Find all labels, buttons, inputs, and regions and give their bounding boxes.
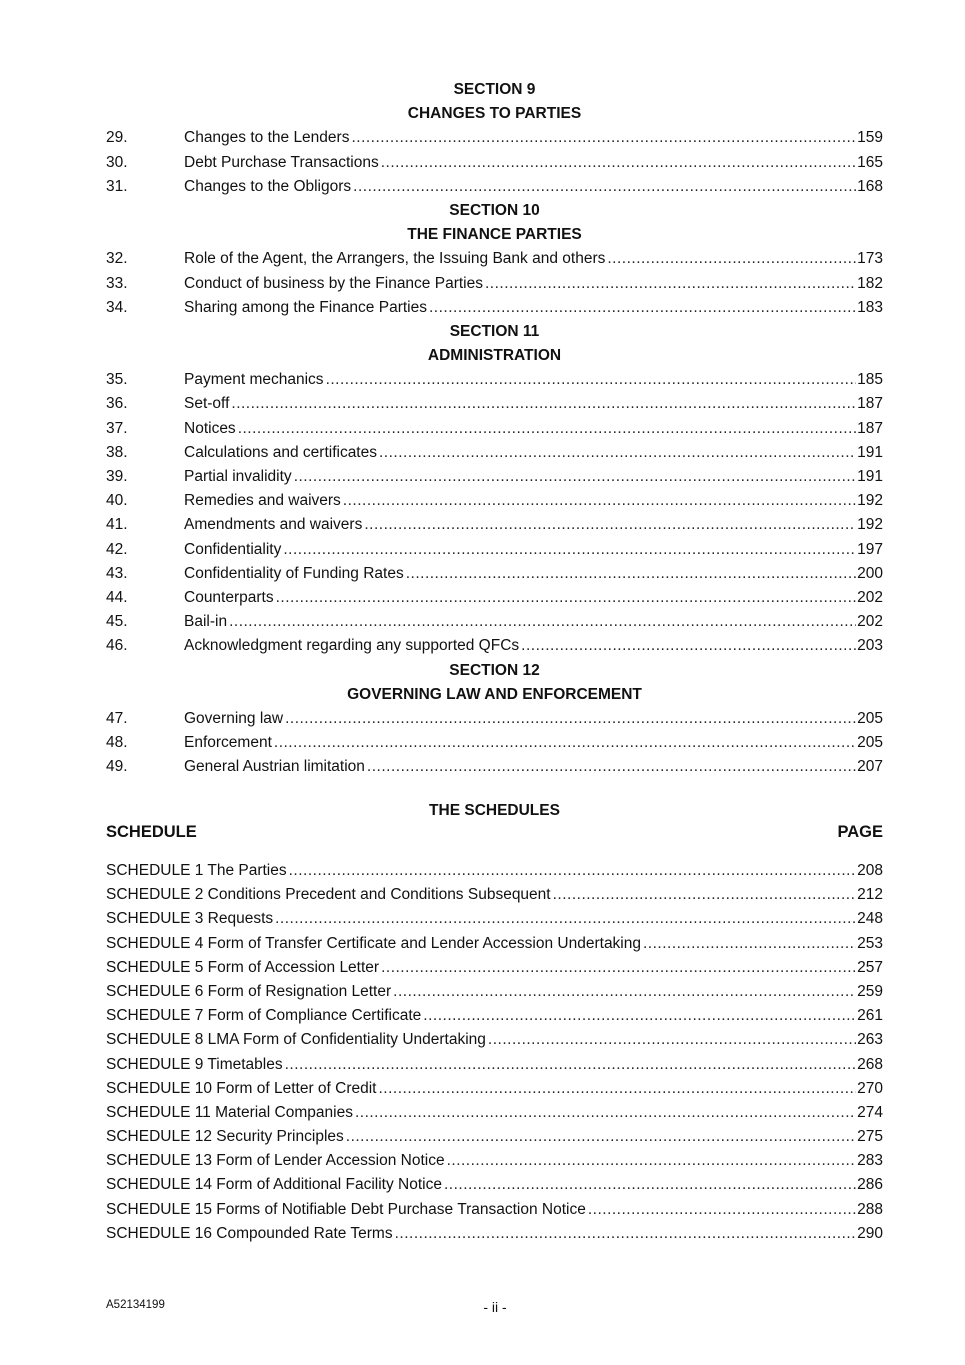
dot-leader xyxy=(343,489,856,513)
schedule-entry[interactable] xyxy=(106,980,883,1004)
clause-number: 42. xyxy=(106,540,128,558)
clause-number: 32. xyxy=(106,250,128,268)
dot-leader xyxy=(444,1173,856,1197)
dot-leader xyxy=(381,956,856,980)
schedule-page: 212 xyxy=(857,886,883,904)
clause-title: Confidentiality xyxy=(184,540,282,558)
toc-entry[interactable] xyxy=(106,247,883,271)
clause-page: 168 xyxy=(857,177,883,195)
clause-page: 182 xyxy=(857,274,883,292)
toc-entry[interactable] xyxy=(106,489,883,513)
schedule-title: SCHEDULE 15 Forms of Notifiable Debt Purchase Transaction Notice xyxy=(106,1200,586,1218)
toc-entry[interactable] xyxy=(106,151,883,175)
toc-entry[interactable] xyxy=(106,586,883,610)
schedule-entry[interactable] xyxy=(106,1222,883,1246)
toc-entry[interactable] xyxy=(106,755,883,779)
toc-entry[interactable] xyxy=(106,392,883,416)
section-heading: SECTION 11 xyxy=(449,322,540,340)
dot-leader xyxy=(275,907,856,931)
section-heading: SECTION 9 xyxy=(453,81,536,98)
dot-leader xyxy=(231,392,856,416)
schedule-page: 208 xyxy=(857,862,883,879)
dot-leader xyxy=(364,513,856,537)
dot-leader xyxy=(229,610,856,634)
table-of-contents xyxy=(106,78,883,779)
clause-page: 197 xyxy=(857,540,883,558)
clause-title: Changes to the Lenders xyxy=(184,129,350,147)
clause-number: 29. xyxy=(106,129,128,147)
clause-title: Debt Purchase Transactions xyxy=(184,153,379,171)
schedule-entry[interactable] xyxy=(106,1028,883,1052)
schedule-page: 275 xyxy=(857,1128,883,1146)
dot-leader xyxy=(283,538,856,562)
clause-page: 207 xyxy=(857,758,883,776)
clause-title: Governing law xyxy=(184,709,284,727)
toc-entry[interactable] xyxy=(106,175,883,199)
schedule-entry[interactable] xyxy=(106,1077,883,1101)
toc-entry[interactable] xyxy=(106,538,883,562)
schedule-page: 248 xyxy=(857,910,883,928)
clause-page: 205 xyxy=(857,734,883,752)
clause-page: 202 xyxy=(857,613,883,631)
clause-title: General Austrian limitation xyxy=(184,758,365,776)
clause-number: 34. xyxy=(106,298,128,316)
dot-leader xyxy=(395,1222,857,1246)
schedule-column-label: SCHEDULE xyxy=(106,823,197,841)
clause-number: 41. xyxy=(106,516,128,534)
clause-title: Confidentiality of Funding Rates xyxy=(184,564,404,582)
dot-leader xyxy=(276,586,857,610)
schedule-title: SCHEDULE 14 Form of Additional Facility Notice xyxy=(106,1176,442,1194)
clause-title: Counterparts xyxy=(184,588,274,606)
clause-page: 187 xyxy=(857,419,883,437)
toc-entry[interactable] xyxy=(106,562,883,586)
dot-leader xyxy=(346,1125,856,1149)
toc-entry[interactable] xyxy=(106,465,883,489)
section-heading: SECTION 12 xyxy=(449,661,540,679)
clause-number: 48. xyxy=(106,734,128,752)
clause-page: 205 xyxy=(857,709,883,727)
clause-number: 47. xyxy=(106,709,128,727)
dot-leader xyxy=(285,707,856,731)
schedule-title: SCHEDULE 8 LMA Form of Confidentiality Undertaking xyxy=(106,1031,486,1049)
schedule-entry[interactable] xyxy=(106,883,883,907)
clause-number: 49. xyxy=(106,758,128,776)
dot-leader xyxy=(379,1077,857,1101)
toc-entry[interactable] xyxy=(106,417,883,441)
schedule-title: SCHEDULE 3 Requests xyxy=(106,910,274,928)
dot-leader xyxy=(379,441,856,465)
clause-title: Notices xyxy=(184,419,236,437)
toc-entry[interactable] xyxy=(106,513,883,537)
clause-number: 46. xyxy=(106,637,128,655)
clause-page: 191 xyxy=(857,443,883,461)
clause-number: 30. xyxy=(106,153,128,171)
schedule-entry[interactable] xyxy=(106,859,883,883)
clause-page: 192 xyxy=(857,492,883,510)
schedule-title: SCHEDULE 5 Form of Accession Letter xyxy=(106,958,380,976)
clause-title: Bail-in xyxy=(184,613,228,631)
dot-leader xyxy=(406,562,856,586)
schedule-entry[interactable] xyxy=(106,907,883,931)
clause-number: 45. xyxy=(106,613,128,631)
schedule-page: 257 xyxy=(857,958,883,976)
schedule-page: 253 xyxy=(857,934,883,952)
dot-leader xyxy=(643,932,856,956)
schedule-title: SCHEDULE 13 Form of Lender Accession Notice xyxy=(106,1152,445,1170)
toc-entry[interactable] xyxy=(106,610,883,634)
section-heading: SECTION 10 xyxy=(449,201,540,219)
toc-entry[interactable] xyxy=(106,634,883,658)
clause-title: Conduct of business by the Finance Parties xyxy=(184,274,483,292)
clause-page: 183 xyxy=(857,298,883,316)
section-heading: ADMINISTRATION xyxy=(427,347,562,365)
clause-title: Calculations and certificates xyxy=(184,443,377,461)
schedules-title: THE SCHEDULES xyxy=(429,802,560,819)
dot-leader xyxy=(353,175,856,199)
clause-title: Role of the Agent, the Arrangers, the Issuing Bank and others xyxy=(184,250,606,268)
document-reference: A52134199 xyxy=(106,1299,165,1311)
clause-page: 165 xyxy=(857,153,883,171)
dot-leader xyxy=(274,731,856,755)
schedule-entry[interactable] xyxy=(106,1125,883,1149)
schedule-page: 268 xyxy=(857,1055,883,1073)
clause-title: Remedies and waivers xyxy=(184,492,341,510)
clause-number: 38. xyxy=(106,443,128,461)
dot-leader xyxy=(326,368,857,392)
clause-title: Set-off xyxy=(184,395,230,413)
schedules-column-headers xyxy=(106,822,883,842)
clause-title: Sharing among the Finance Parties xyxy=(184,298,427,316)
dot-leader xyxy=(588,1198,856,1222)
schedule-entry[interactable] xyxy=(106,1004,883,1028)
schedule-title: SCHEDULE 1 The Parties xyxy=(106,862,287,879)
toc-entry[interactable] xyxy=(106,368,883,392)
section-heading: GOVERNING LAW AND ENFORCEMENT xyxy=(347,685,642,703)
schedule-page: 283 xyxy=(857,1152,883,1170)
schedule-entry[interactable] xyxy=(106,956,883,980)
clause-page: 173 xyxy=(857,250,883,268)
dot-leader xyxy=(285,1053,857,1077)
dot-leader xyxy=(351,126,856,150)
schedule-page: 290 xyxy=(857,1224,883,1242)
clause-number: 37. xyxy=(106,419,128,437)
clause-page: 203 xyxy=(857,637,883,655)
toc-entry[interactable] xyxy=(106,731,883,755)
schedule-title: SCHEDULE 7 Form of Compliance Certificate xyxy=(106,1007,422,1025)
clause-page: 202 xyxy=(857,588,883,606)
schedule-title: SCHEDULE 11 Material Companies xyxy=(106,1103,353,1121)
schedule-entry[interactable] xyxy=(106,1198,883,1222)
toc-entry[interactable] xyxy=(106,707,883,731)
clause-title: Changes to the Obligors xyxy=(184,177,352,195)
schedule-entry[interactable] xyxy=(106,1149,883,1173)
clause-page: 187 xyxy=(857,395,883,413)
toc-entry[interactable] xyxy=(106,272,883,296)
clause-number: 40. xyxy=(106,492,128,510)
dot-leader xyxy=(294,465,856,489)
clause-title: Acknowledgment regarding any supported QFCs xyxy=(184,637,520,655)
schedule-title: SCHEDULE 12 Security Principles xyxy=(106,1128,344,1146)
schedule-page: 274 xyxy=(857,1103,883,1121)
toc-entry[interactable] xyxy=(106,296,883,320)
dot-leader xyxy=(355,1101,856,1125)
clause-number: 39. xyxy=(106,468,128,485)
schedule-entry[interactable] xyxy=(106,932,883,956)
section-heading: THE FINANCE PARTIES xyxy=(407,226,582,244)
clause-title: Amendments and waivers xyxy=(184,516,363,534)
schedule-page: 259 xyxy=(857,982,883,1000)
dot-leader xyxy=(238,417,856,441)
clause-number: 35. xyxy=(106,371,128,389)
clause-page: 159 xyxy=(857,129,883,147)
dot-leader xyxy=(393,980,856,1004)
page-number: - ii - xyxy=(483,1299,507,1315)
dot-leader xyxy=(423,1004,856,1028)
clause-page: 191 xyxy=(857,468,883,485)
schedule-title: SCHEDULE 10 Form of Letter of Credit xyxy=(106,1079,377,1097)
toc-entry[interactable] xyxy=(106,441,883,465)
dot-leader xyxy=(607,247,856,271)
clause-title: Payment mechanics xyxy=(184,371,324,389)
dot-leader xyxy=(429,296,856,320)
schedule-title: SCHEDULE 4 Form of Transfer Certificate and Lender Accession Undertaking xyxy=(106,934,641,952)
dot-leader xyxy=(289,859,857,883)
dot-leader xyxy=(485,272,856,296)
page-column-label: PAGE xyxy=(837,823,883,841)
schedule-page: 263 xyxy=(857,1031,883,1049)
clause-number: 44. xyxy=(106,588,128,606)
clause-title: Partial invalidity xyxy=(184,468,292,485)
clause-number: 33. xyxy=(106,274,128,292)
schedule-page: 286 xyxy=(857,1176,883,1194)
dot-leader xyxy=(521,634,856,658)
schedule-title: SCHEDULE 6 Form of Resignation Letter xyxy=(106,982,392,1000)
schedule-entry[interactable] xyxy=(106,1173,883,1197)
clause-number: 43. xyxy=(106,564,128,582)
schedule-title: SCHEDULE 16 Compounded Rate Terms xyxy=(106,1224,393,1242)
schedule-entry[interactable] xyxy=(106,1101,883,1125)
clause-title: Enforcement xyxy=(184,734,272,752)
schedule-entry[interactable] xyxy=(106,1053,883,1077)
schedule-page: 288 xyxy=(857,1200,883,1218)
schedule-title: SCHEDULE 9 Timetables xyxy=(106,1055,283,1073)
clause-page: 192 xyxy=(857,516,883,534)
clause-number: 31. xyxy=(106,177,128,195)
clause-page: 200 xyxy=(857,564,883,582)
dot-leader xyxy=(488,1028,856,1052)
section-heading: CHANGES TO PARTIES xyxy=(407,105,582,123)
schedules-list xyxy=(106,859,883,1246)
clause-number: 36. xyxy=(106,395,128,413)
dot-leader xyxy=(381,151,856,175)
dot-leader xyxy=(367,755,856,779)
dot-leader xyxy=(553,883,857,907)
schedule-title: SCHEDULE 2 Conditions Precedent and Conditions Subsequent xyxy=(106,886,551,904)
schedules-header xyxy=(106,800,883,842)
dot-leader xyxy=(447,1149,857,1173)
schedule-page: 261 xyxy=(857,1007,883,1025)
toc-entry[interactable] xyxy=(106,126,883,150)
clause-page: 185 xyxy=(857,371,883,389)
schedule-page: 270 xyxy=(857,1079,883,1097)
